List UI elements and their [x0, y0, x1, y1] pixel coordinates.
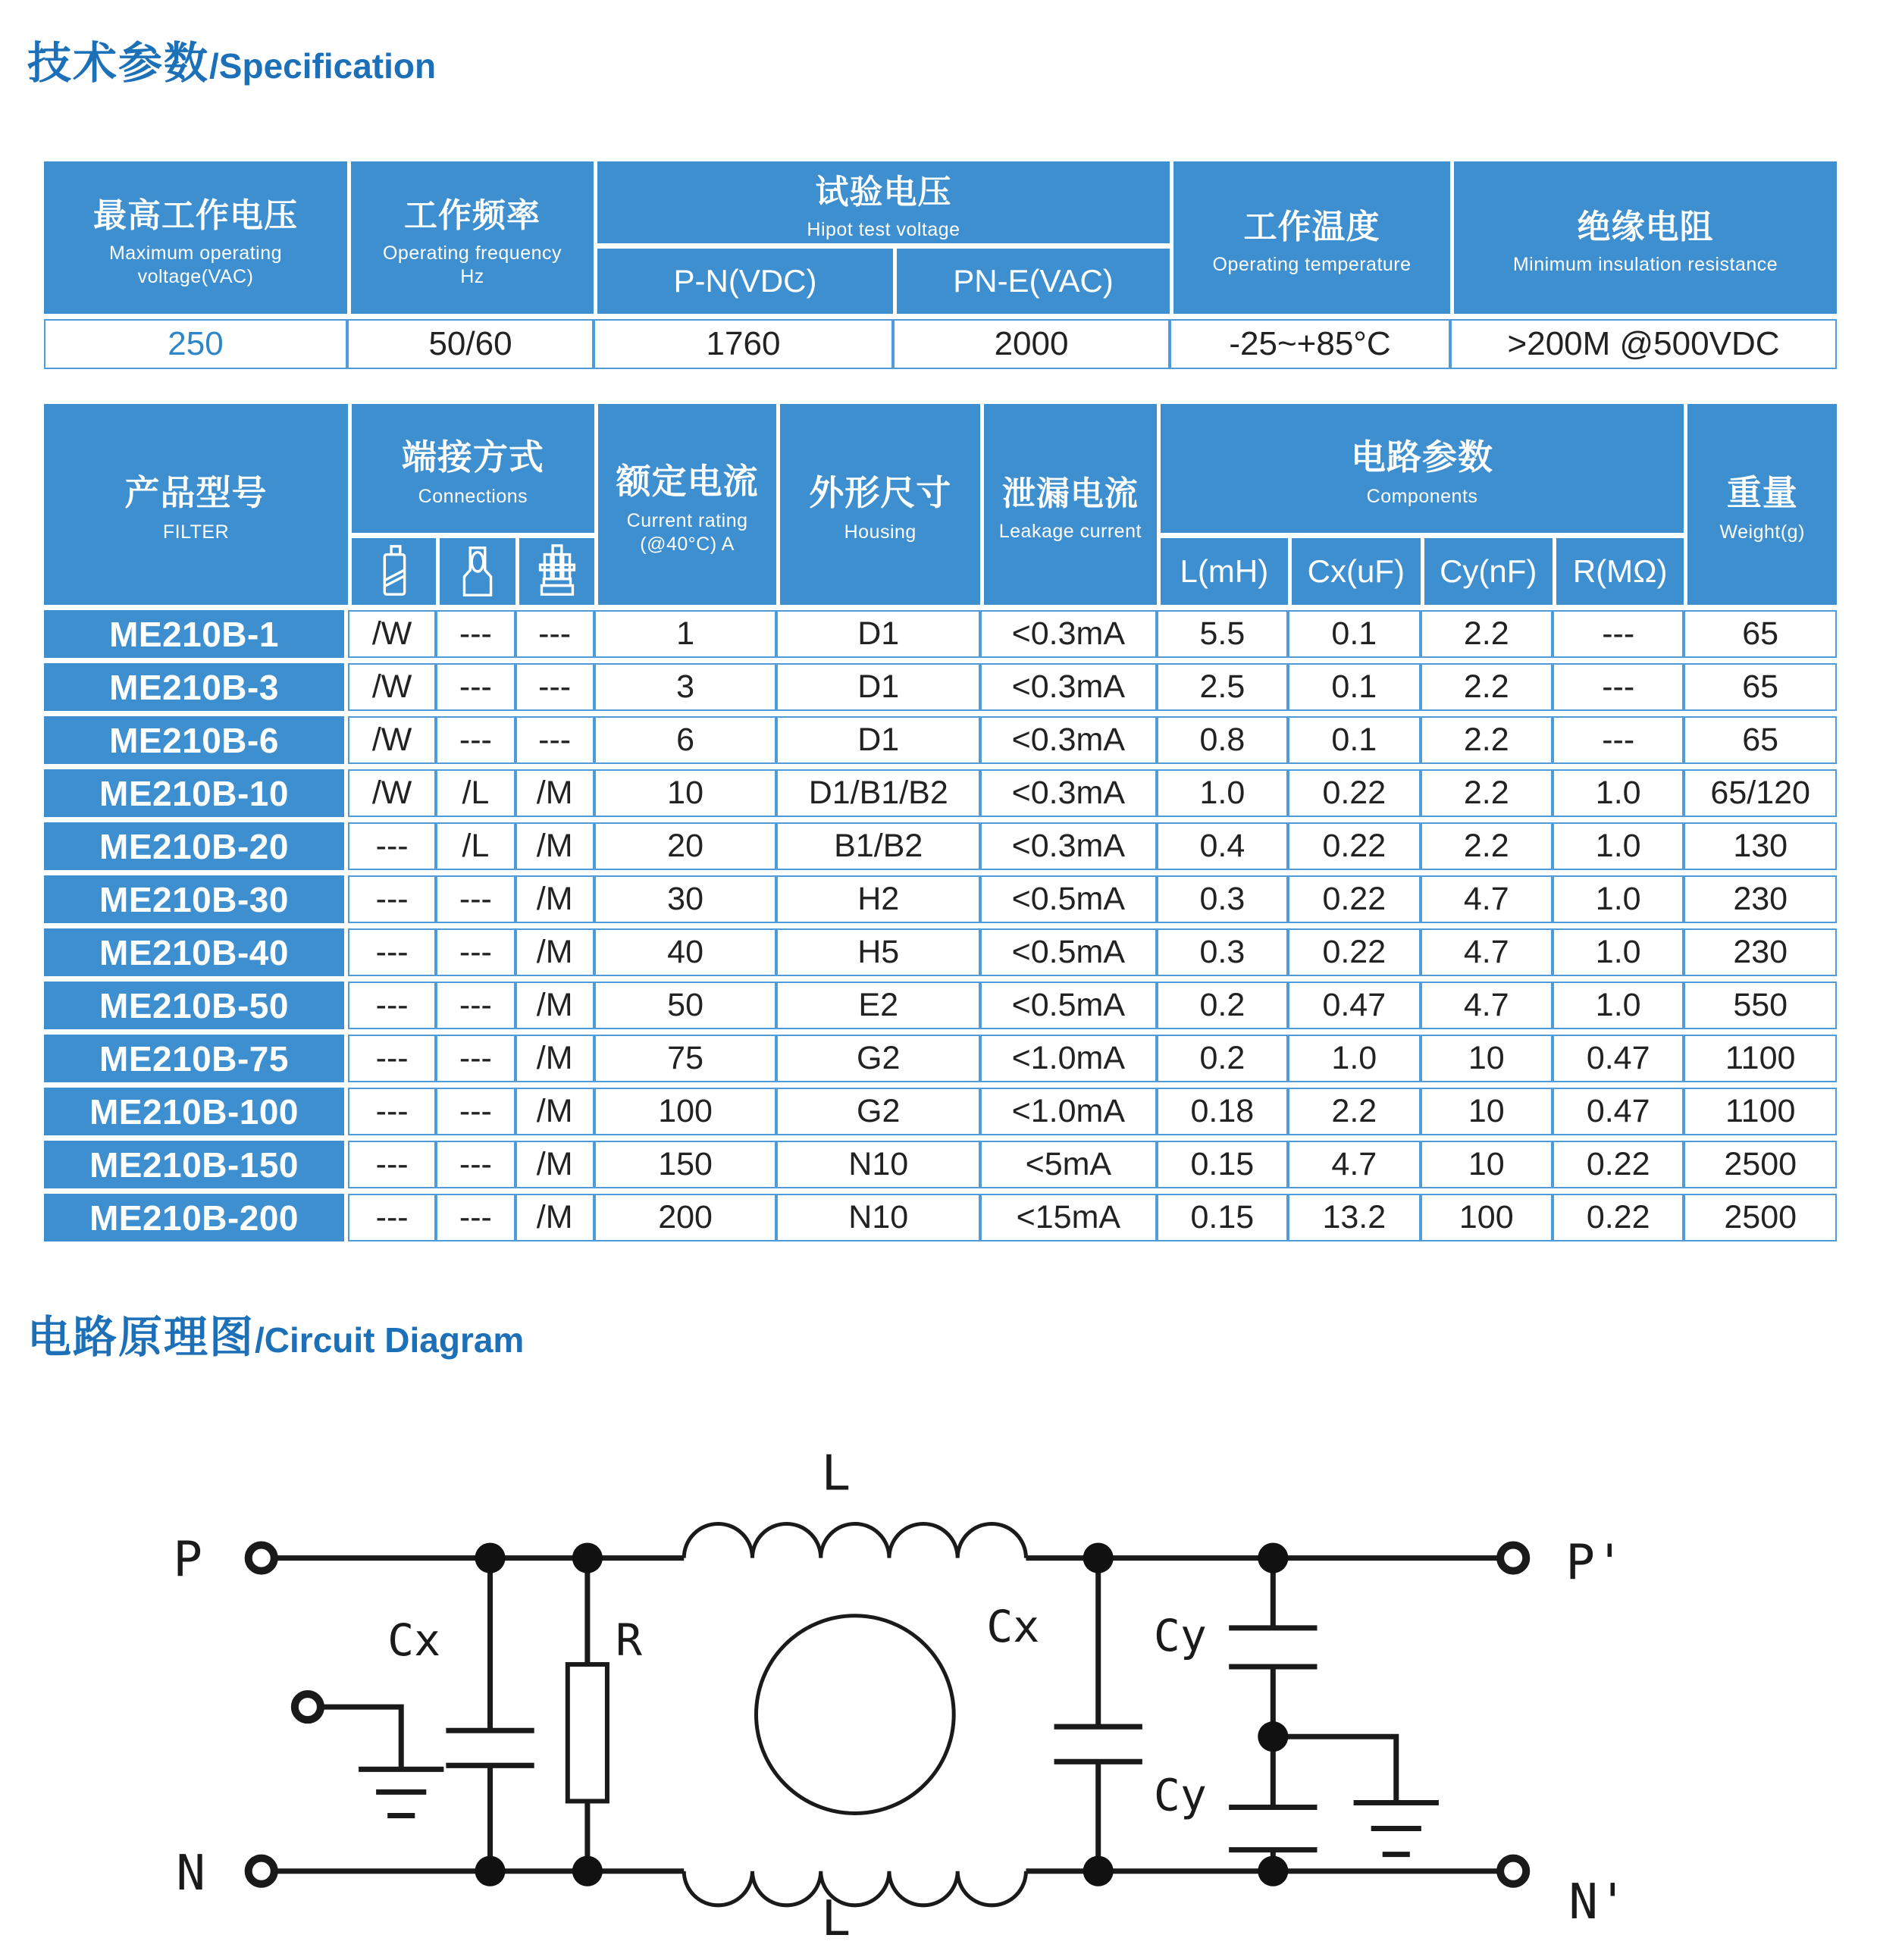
cy1-capacitor [1229, 1558, 1317, 1737]
conn-lug-cell: --- [436, 928, 515, 976]
current-cell: 1 [594, 610, 777, 658]
current-cell: 100 [594, 1088, 777, 1135]
r-cell: 0.22 [1553, 1194, 1684, 1241]
cx-cell: 0.1 [1288, 663, 1420, 711]
model-name-cell: ME210B-6 [44, 716, 348, 764]
ground-symbol-right [1354, 1802, 1439, 1854]
inductor-bottom-winding [684, 1871, 1026, 1905]
r-cell: 0.47 [1553, 1035, 1684, 1082]
housing-cell: N10 [776, 1194, 980, 1241]
leakage-cell: <5mA [980, 1141, 1157, 1188]
header-l-mh: L(mH) [1157, 538, 1288, 605]
conn-lug-cell: --- [436, 1088, 515, 1135]
cy-cell: 2.2 [1421, 822, 1553, 870]
l-cell: 0.18 [1157, 1088, 1288, 1135]
spec-title-zh: 技术参数 [27, 39, 210, 88]
cx-cell: 0.22 [1288, 822, 1420, 870]
model-row [44, 1141, 1837, 1188]
weight-cell: 2500 [1684, 1141, 1837, 1188]
header-cy-nf: Cy(nF) [1421, 538, 1553, 605]
value-frequency: 50/60 [347, 319, 594, 369]
l-cell: 2.5 [1157, 663, 1288, 711]
conn-block-cell: --- [515, 663, 594, 711]
spec-section-title [27, 27, 1880, 91]
connection-lug-column [436, 538, 515, 605]
l-cell: 0.2 [1157, 982, 1288, 1029]
weight-cell: 230 [1684, 928, 1837, 976]
weight-cell: 65/120 [1684, 769, 1837, 817]
l-cell: 0.8 [1157, 716, 1288, 764]
lug-icon [456, 542, 499, 601]
conn-lug-cell: --- [436, 1194, 515, 1241]
cy-cell: 10 [1421, 1141, 1553, 1188]
r-cell: --- [1553, 663, 1684, 711]
current-cell: 3 [594, 663, 777, 711]
r-cell: 0.47 [1553, 1088, 1684, 1135]
current-cell: 150 [594, 1141, 777, 1188]
cy-cell: 4.7 [1421, 928, 1553, 976]
model-name-cell: ME210B-100 [44, 1088, 348, 1135]
conn-block-cell: /M [515, 1088, 594, 1135]
cx-cell: 0.22 [1288, 875, 1420, 923]
inductor-top-label: L [821, 1445, 851, 1502]
conn-lug-cell: /L [436, 822, 515, 870]
r-cell: --- [1553, 610, 1684, 658]
model-row [44, 663, 1837, 711]
spec-table [44, 156, 1837, 374]
conn-wire-cell: --- [348, 928, 436, 976]
housing-cell: D1 [776, 716, 980, 764]
conn-lug-cell: --- [436, 1035, 515, 1082]
cx-cell: 0.47 [1288, 982, 1420, 1029]
model-row [44, 928, 1837, 976]
cy-cell: 100 [1421, 1194, 1553, 1241]
resistor-body [568, 1664, 607, 1801]
wire-icon [372, 542, 416, 601]
model-name-cell: ME210B-1 [44, 610, 348, 658]
header-hipot: 试验电压 Hipot test voltage [594, 161, 1170, 243]
conn-wire-cell: --- [348, 822, 436, 870]
spec-title-en: /Specification [209, 46, 437, 86]
cy2-capacitor [1229, 1736, 1317, 1871]
model-row [44, 716, 1837, 764]
value-insulation: >200M @500VDC [1450, 319, 1837, 369]
p-output-label: P' [1565, 1534, 1625, 1592]
housing-cell: N10 [776, 1141, 980, 1188]
ground-symbol-left [359, 1769, 443, 1815]
leakage-cell: <1.0mA [980, 1088, 1157, 1135]
circuit-diagram [82, 1394, 1880, 1960]
cy-cell: 10 [1421, 1035, 1553, 1082]
current-cell: 75 [594, 1035, 777, 1082]
r-cell: 1.0 [1553, 822, 1684, 870]
conn-lug-cell: --- [436, 716, 515, 764]
header-current: 额定电流 Current rating (@40°C) A [594, 404, 777, 605]
current-cell: 10 [594, 769, 777, 817]
value-pn-vdc: 1760 [594, 319, 893, 369]
conn-wire-cell: --- [348, 1088, 436, 1135]
conn-block-cell: /M [515, 928, 594, 976]
l-cell: 0.3 [1157, 875, 1288, 923]
circuit-schematic-svg [82, 1394, 1719, 1956]
header-components: 电路参数 Components [1157, 404, 1684, 533]
weight-cell: 65 [1684, 610, 1837, 658]
conn-lug-cell: /L [436, 769, 515, 817]
model-row [44, 982, 1837, 1029]
cx-cell: 1.0 [1288, 1035, 1420, 1082]
cx2-label: Cx [986, 1600, 1040, 1652]
conn-wire-cell: /W [348, 610, 436, 658]
header-leakage: 泄漏电流 Leakage current [980, 404, 1157, 605]
current-cell: 6 [594, 716, 777, 764]
l-cell: 1.0 [1157, 769, 1288, 817]
terminal-block-icon [534, 542, 578, 601]
cy2-label: Cy [1153, 1769, 1207, 1821]
housing-cell: H5 [776, 928, 980, 976]
header-connections: 端接方式 Connections [348, 404, 594, 533]
model-row [44, 769, 1837, 817]
leakage-cell: <0.5mA [980, 875, 1157, 923]
cy1-label: Cy [1153, 1609, 1207, 1661]
housing-cell: G2 [776, 1088, 980, 1135]
model-row [44, 1194, 1837, 1241]
leakage-cell: <0.3mA [980, 822, 1157, 870]
cx-cell: 0.22 [1288, 928, 1420, 976]
cy-cell: 2.2 [1421, 769, 1553, 817]
cy-cell: 2.2 [1421, 716, 1553, 764]
header-weight: 重量 Weight(g) [1684, 404, 1837, 605]
conn-block-cell: /M [515, 1035, 594, 1082]
leakage-cell: <0.5mA [980, 928, 1157, 976]
model-name-cell: ME210B-40 [44, 928, 348, 976]
cy-cell: 2.2 [1421, 663, 1553, 711]
weight-cell: 1100 [1684, 1035, 1837, 1082]
housing-cell: E2 [776, 982, 980, 1029]
current-cell: 30 [594, 875, 777, 923]
conn-lug-cell: --- [436, 1141, 515, 1188]
model-name-cell: ME210B-50 [44, 982, 348, 1029]
cy-cell: 4.7 [1421, 982, 1553, 1029]
conn-block-cell: --- [515, 716, 594, 764]
conn-wire-cell: /W [348, 769, 436, 817]
circuit-title-zh: 电路原理图 [27, 1313, 255, 1362]
model-name-cell: ME210B-30 [44, 875, 348, 923]
model-name-cell: ME210B-3 [44, 663, 348, 711]
model-name-cell: ME210B-20 [44, 822, 348, 870]
cy-cell: 4.7 [1421, 875, 1553, 923]
header-temperature: 工作温度 Operating temperature [1170, 161, 1450, 314]
cx-cell: 4.7 [1288, 1141, 1420, 1188]
conn-wire-cell: --- [348, 1035, 436, 1082]
model-row [44, 1088, 1837, 1135]
p-input-label: P [173, 1531, 203, 1589]
conn-wire-cell: --- [348, 982, 436, 1029]
l-cell: 0.3 [1157, 928, 1288, 976]
conn-lug-cell: --- [436, 982, 515, 1029]
header-filter: 产品型号 FILTER [44, 404, 348, 605]
conn-wire-cell: /W [348, 716, 436, 764]
inductor-core [756, 1616, 954, 1814]
leakage-cell: <0.3mA [980, 716, 1157, 764]
model-name-cell: ME210B-150 [44, 1141, 348, 1188]
r-cell: 1.0 [1553, 928, 1684, 976]
current-cell: 50 [594, 982, 777, 1029]
cx-cell: 13.2 [1288, 1194, 1420, 1241]
n-input-terminal [249, 1858, 274, 1884]
conn-block-cell: /M [515, 1141, 594, 1188]
r-cell: 1.0 [1553, 769, 1684, 817]
l-cell: 0.4 [1157, 822, 1288, 870]
conn-lug-cell: --- [436, 610, 515, 658]
l-cell: 0.15 [1157, 1141, 1288, 1188]
inductor-bottom-label: L [821, 1890, 851, 1947]
header-housing: 外形尺寸 Housing [776, 404, 980, 605]
housing-cell: D1 [776, 610, 980, 658]
ground-input-wire [321, 1707, 401, 1769]
connection-wire-column [348, 538, 436, 605]
model-row [44, 1035, 1837, 1082]
l-cell: 0.2 [1157, 1035, 1288, 1082]
model-name-cell: ME210B-75 [44, 1035, 348, 1082]
cy-cell: 10 [1421, 1088, 1553, 1135]
l-cell: 0.15 [1157, 1194, 1288, 1241]
leakage-cell: <15mA [980, 1194, 1157, 1241]
leakage-cell: <1.0mA [980, 1035, 1157, 1082]
leakage-cell: <0.3mA [980, 663, 1157, 711]
weight-cell: 2500 [1684, 1194, 1837, 1241]
circuit-section-title [27, 1301, 1880, 1365]
n-input-label: N [176, 1844, 206, 1902]
leakage-cell: <0.3mA [980, 610, 1157, 658]
p-output-terminal [1500, 1545, 1526, 1571]
model-row [44, 822, 1837, 870]
header-cx-uf: Cx(uF) [1288, 538, 1420, 605]
header-insulation: 绝缘电阻 Minimum insulation resistance [1450, 161, 1837, 314]
model-table [44, 399, 1837, 1247]
housing-cell: G2 [776, 1035, 980, 1082]
ground-mid-wire [1273, 1736, 1396, 1802]
n-output-terminal [1500, 1858, 1526, 1884]
cx1-capacitor [446, 1558, 534, 1871]
leakage-cell: <0.3mA [980, 769, 1157, 817]
cy-cell: 2.2 [1421, 610, 1553, 658]
cx-cell: 0.1 [1288, 610, 1420, 658]
header-max-voltage: 最高工作电压 Maximum operating voltage(VAC) [44, 161, 347, 314]
model-table-body [44, 610, 1837, 1241]
weight-cell: 65 [1684, 716, 1837, 764]
housing-cell: D1/B1/B2 [776, 769, 980, 817]
p-input-terminal [249, 1545, 274, 1571]
cx1-label: Cx [387, 1614, 441, 1666]
value-max-voltage: 250 [44, 319, 347, 369]
conn-lug-cell: --- [436, 875, 515, 923]
cx2-capacitor [1054, 1558, 1142, 1871]
circuit-title-en: /Circuit Diagram [255, 1320, 525, 1360]
r-cell: --- [1553, 716, 1684, 764]
connection-terminal-block-column [515, 538, 594, 605]
housing-cell: D1 [776, 663, 980, 711]
conn-block-cell: /M [515, 1194, 594, 1241]
conn-wire-cell: --- [348, 875, 436, 923]
ground-input-terminal [295, 1694, 321, 1720]
model-row [44, 875, 1837, 923]
r-cell: 0.22 [1553, 1141, 1684, 1188]
housing-cell: H2 [776, 875, 980, 923]
spec-values-row [44, 319, 1837, 369]
value-temperature: -25~+85°C [1170, 319, 1450, 369]
r-cell: 1.0 [1553, 875, 1684, 923]
conn-wire-cell: /W [348, 663, 436, 711]
resistor-label: R [615, 1614, 643, 1666]
weight-cell: 130 [1684, 822, 1837, 870]
cx-cell: 2.2 [1288, 1088, 1420, 1135]
conn-block-cell: --- [515, 610, 594, 658]
junction-dots [475, 1543, 1288, 1886]
l-cell: 5.5 [1157, 610, 1288, 658]
n-output-label: N' [1568, 1873, 1628, 1930]
weight-cell: 230 [1684, 875, 1837, 923]
header-pn-vdc: P-N(VDC) [594, 249, 893, 314]
header-frequency: 工作频率 Operating frequency Hz [347, 161, 594, 314]
cx-cell: 0.1 [1288, 716, 1420, 764]
current-cell: 200 [594, 1194, 777, 1241]
current-cell: 40 [594, 928, 777, 976]
conn-wire-cell: --- [348, 1194, 436, 1241]
header-pne-vac: PN-E(VAC) [893, 249, 1170, 314]
conn-block-cell: /M [515, 875, 594, 923]
conn-block-cell: /M [515, 769, 594, 817]
conn-block-cell: /M [515, 822, 594, 870]
value-pne-vac: 2000 [893, 319, 1170, 369]
weight-cell: 550 [1684, 982, 1837, 1029]
housing-cell: B1/B2 [776, 822, 980, 870]
model-row [44, 610, 1837, 658]
conn-wire-cell: --- [348, 1141, 436, 1188]
model-name-cell: ME210B-200 [44, 1194, 348, 1241]
leakage-cell: <0.5mA [980, 982, 1157, 1029]
current-cell: 20 [594, 822, 777, 870]
model-name-cell: ME210B-10 [44, 769, 348, 817]
cx-cell: 0.22 [1288, 769, 1420, 817]
weight-cell: 65 [1684, 663, 1837, 711]
header-r-mohm: R(MΩ) [1553, 538, 1684, 605]
conn-block-cell: /M [515, 982, 594, 1029]
weight-cell: 1100 [1684, 1088, 1837, 1135]
inductor-top-winding [684, 1523, 1026, 1558]
r-cell: 1.0 [1553, 982, 1684, 1029]
conn-lug-cell: --- [436, 663, 515, 711]
